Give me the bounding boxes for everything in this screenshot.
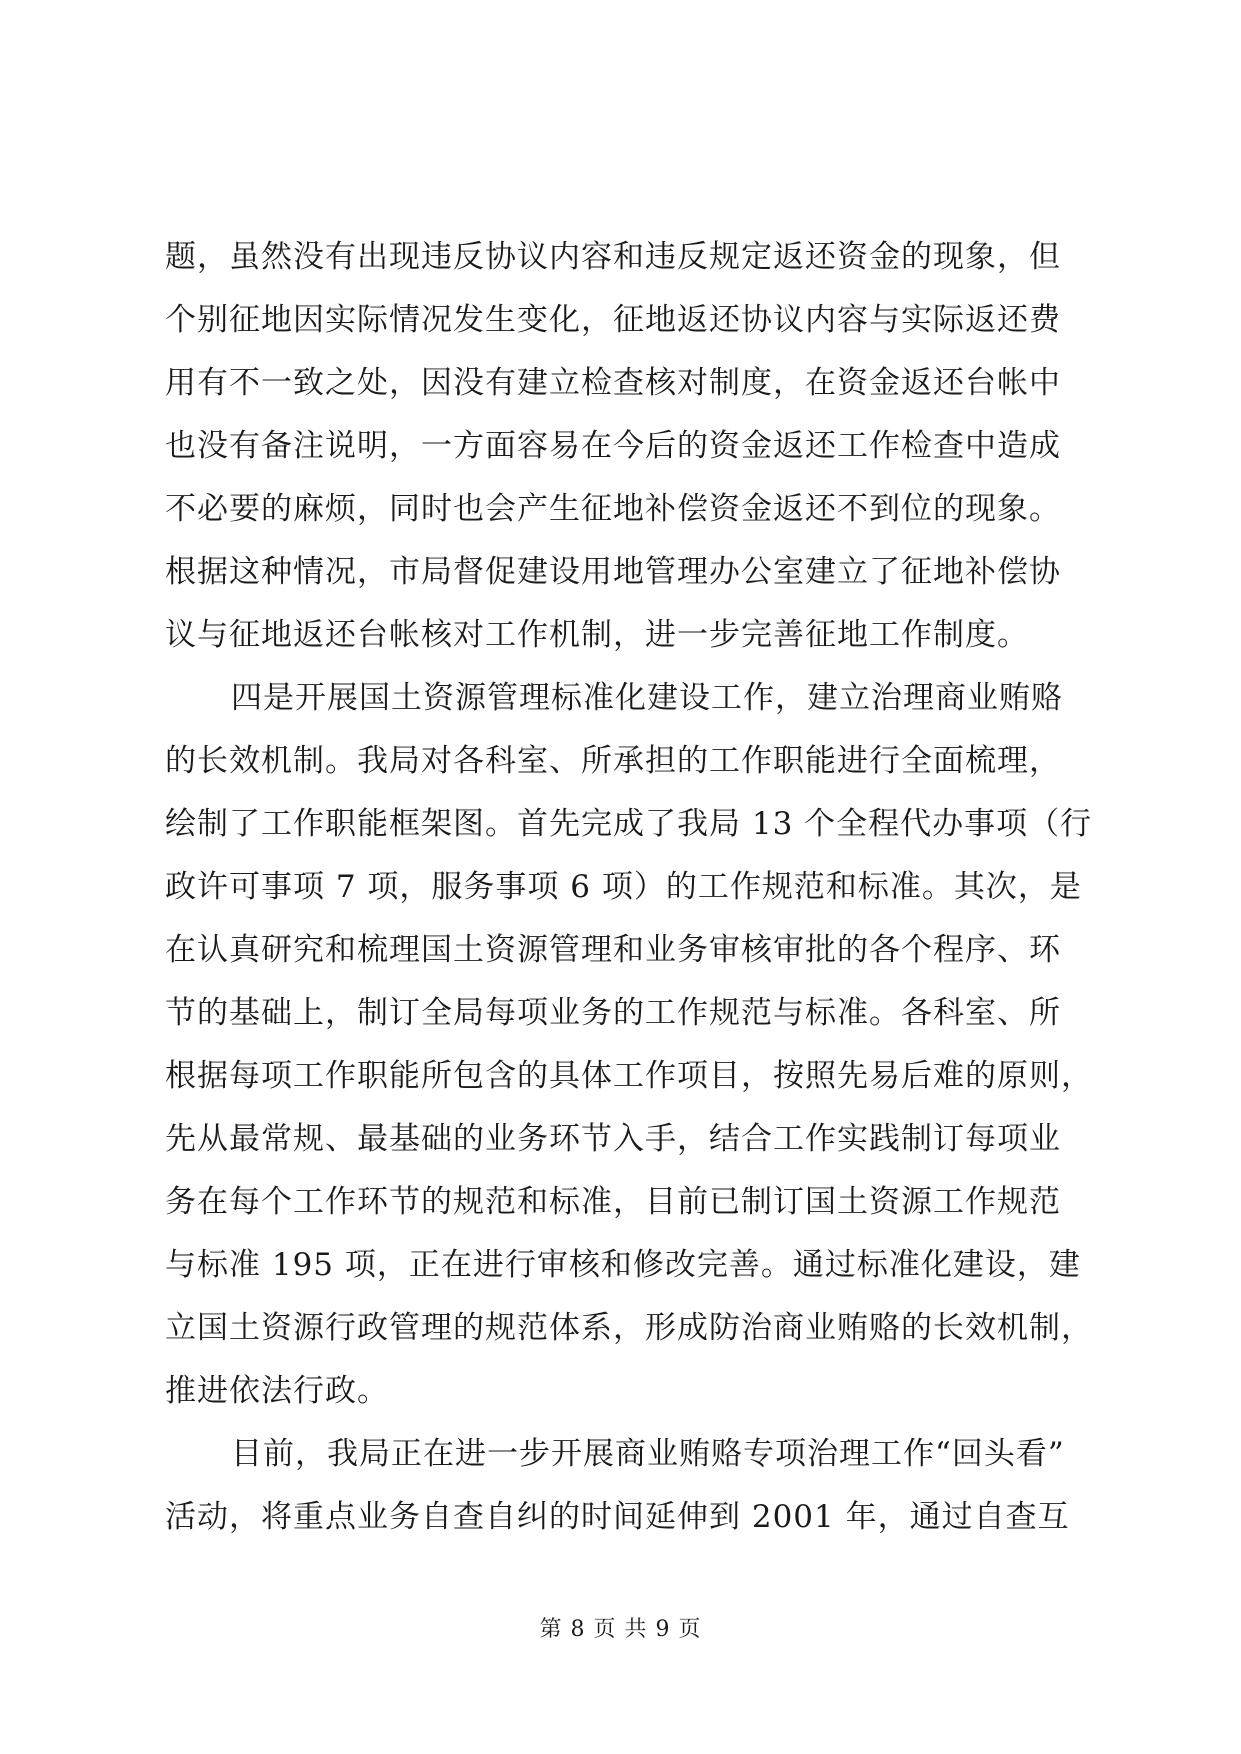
text-line: 在认真研究和梳理国土资源管理和业务审核审批的各个程序、环 <box>165 932 1061 968</box>
text-line: 绘制了工作职能框架图。首先完成了我局 13 个全程代办事项（行 <box>165 806 1093 842</box>
text-line: 个别征地因实际情况发生变化，征地返还协议内容与实际返还费 <box>165 302 1061 338</box>
paragraph <box>165 667 1093 1423</box>
text-line: 根据每项工作职能所包含的具体工作项目，按照先易后难的原则， <box>165 1058 1093 1094</box>
document-body <box>165 226 1093 1549</box>
text-line: 四是开展国土资源管理标准化建设工作，建立治理商业贿赂 <box>231 680 1063 716</box>
paragraph <box>165 226 1085 667</box>
text-line: 的长效机制。我局对各科室、所承担的工作职能进行全面梳理， <box>165 743 1061 779</box>
text-line: 用有不一致之处，因没有建立检查核对制度，在资金返还台帐中 <box>165 365 1061 401</box>
text-line: 根据这种情况，市局督促建设用地管理办公室建立了征地补偿协 <box>165 554 1061 590</box>
paragraph <box>165 1423 1085 1549</box>
text-line: 不必要的麻烦，同时也会产生征地补偿资金返还不到位的现象。 <box>165 491 1061 527</box>
text-line: 与标准 195 项，正在进行审核和修改完善。通过标准化建设，建 <box>165 1247 1081 1283</box>
text-line: 活动，将重点业务自查自纠的时间延伸到 2001 年，通过自查互 <box>165 1499 1070 1535</box>
text-line: 先从最常规、最基础的业务环节入手，结合工作实践制订每项业 <box>165 1121 1061 1157</box>
text-line: 务在每个工作环节的规范和标准，目前已制订国土资源工作规范 <box>165 1184 1061 1220</box>
text-line: 政许可事项 7 项，服务事项 6 项）的工作规范和标准。其次，是 <box>165 869 1082 905</box>
text-line: 立国土资源行政管理的规范体系，形成防治商业贿赂的长效机制， <box>165 1310 1093 1346</box>
text-line: 推进依法行政。 <box>165 1373 389 1409</box>
text-line: 题，虽然没有出现违反协议内容和违反规定返还资金的现象，但 <box>165 239 1061 275</box>
text-line: 也没有备注说明，一方面容易在今后的资金返还工作检查中造成 <box>165 428 1061 464</box>
page-number-footer: 第 8 页 共 9 页 <box>539 1617 702 1642</box>
text-line: 议与征地返还台帐核对工作机制，进一步完善征地工作制度。 <box>165 617 1029 653</box>
text-line: 节的基础上，制订全局每项业务的工作规范与标准。各科室、所 <box>165 995 1061 1031</box>
text-line: 目前，我局正在进一步开展商业贿赂专项治理工作“回头看” <box>231 1436 1065 1472</box>
